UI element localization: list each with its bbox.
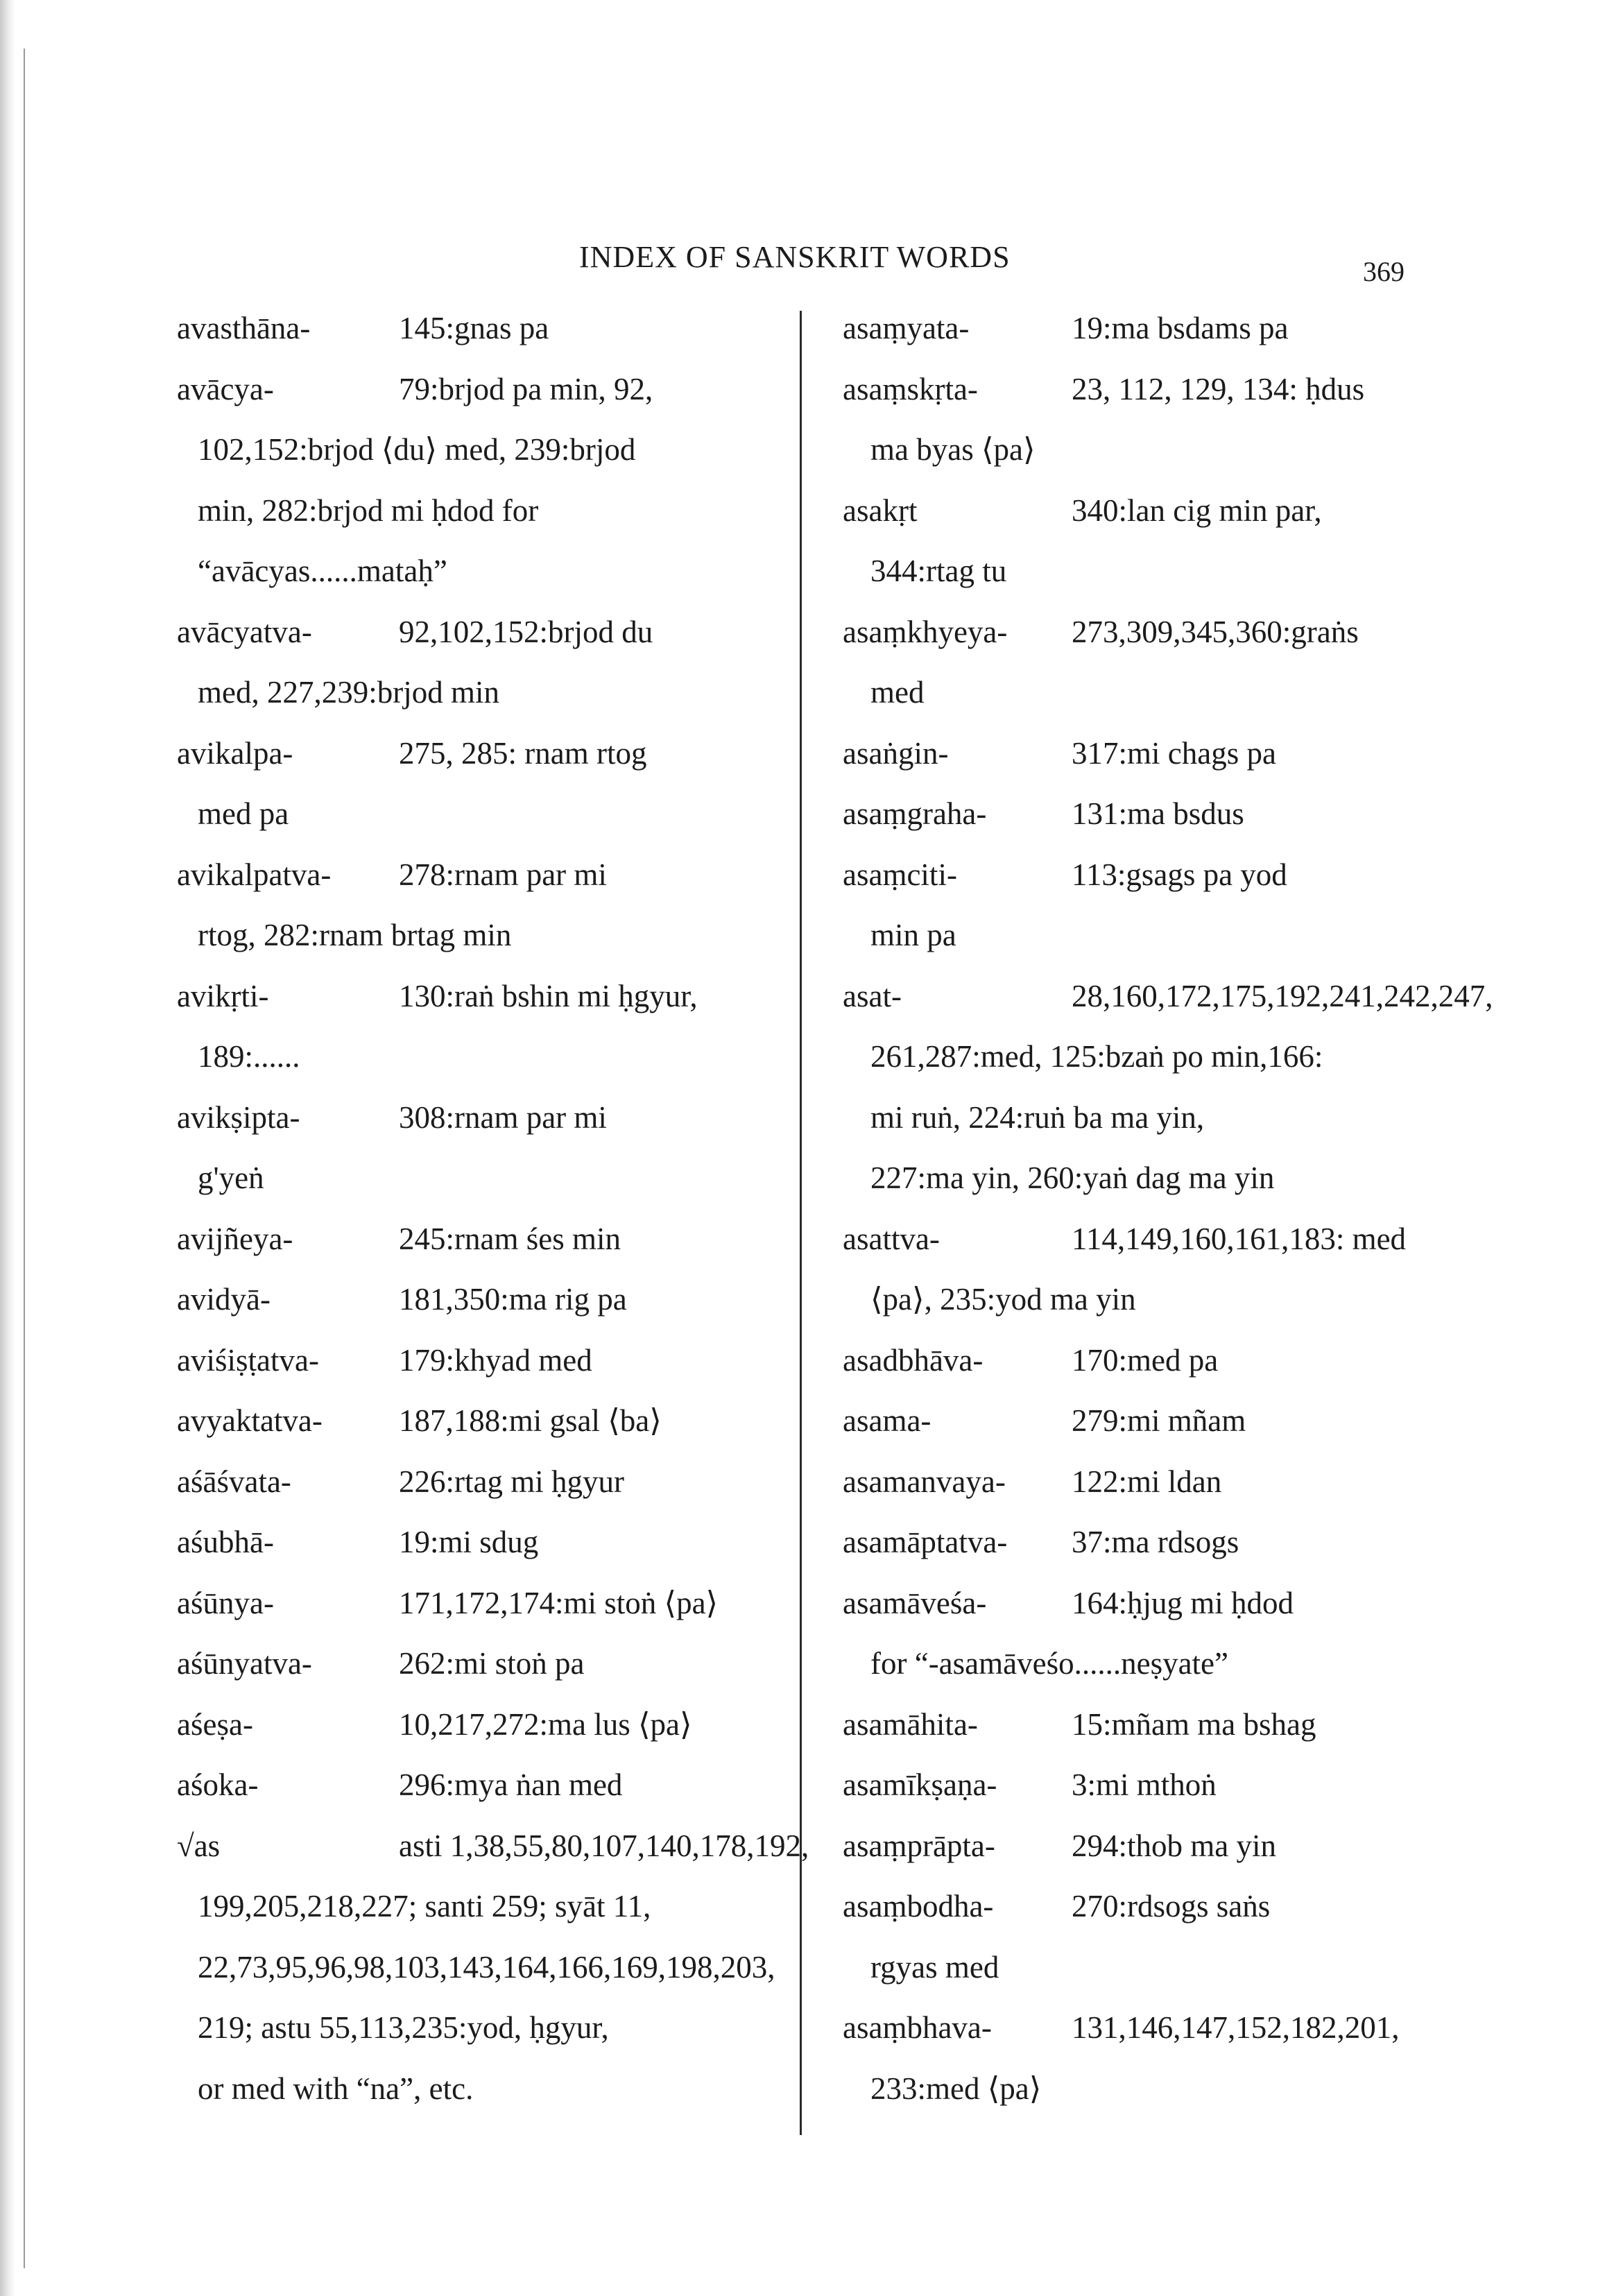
index-references: 113:gsags pa yod: [1072, 857, 1287, 892]
index-line: [177, 1816, 809, 1877]
index-references: 179:khyad med: [399, 1342, 592, 1378]
index-line: [843, 1937, 1432, 1998]
index-line: [843, 1634, 1432, 1695]
index-line: [177, 1209, 759, 1270]
index-headword: asaṃgraha-: [843, 796, 987, 831]
index-line: [843, 845, 1432, 906]
index-references: 10,217,272:ma lus ⟨pa⟩: [399, 1706, 692, 1742]
index-line: [177, 602, 759, 663]
index-line: [843, 541, 1432, 602]
index-continuation: rgyas med: [870, 1949, 999, 1985]
index-references: 15:mñam ma bshag: [1072, 1706, 1316, 1742]
index-line: [843, 1269, 1432, 1330]
index-headword: aviśiṣṭatva-: [177, 1342, 319, 1378]
scan-margin-line: [24, 49, 25, 2268]
index-headword: asaṃprāpta-: [843, 1828, 995, 1863]
index-references: 164:ḥjug mi ḥdod: [1072, 1585, 1294, 1620]
right-column: [843, 298, 1493, 2119]
index-references: 131,146,147,152,182,201,: [1072, 2010, 1400, 2045]
index-continuation: mi ruṅ, 224:ruṅ ba ma yin,: [870, 1099, 1205, 1135]
index-continuation: for “-asamāveśo......neṣyate”: [870, 1646, 1229, 1681]
index-headword: asama-: [843, 1403, 931, 1438]
scan-edge-shadow: [0, 0, 15, 2296]
index-continuation: rtog, 282:rnam brtag min: [198, 918, 512, 952]
index-continuation: med, 227,239:brjod min: [198, 675, 499, 710]
index-references: 145:gnas pa: [399, 311, 549, 345]
index-headword: avikalpatva-: [177, 857, 332, 892]
index-references: 262:mi stoṅ pa: [399, 1646, 585, 1681]
index-headword: asaṃciti-: [843, 857, 957, 892]
index-line: [843, 359, 1432, 420]
index-continuation: 233:med ⟨pa⟩: [870, 2071, 1042, 2106]
index-line: [177, 420, 759, 481]
index-line: [177, 1452, 759, 1513]
index-continuation: g'yeṅ: [198, 1160, 264, 1195]
index-line: [843, 1998, 1432, 2059]
index-line: [843, 1027, 1432, 1088]
index-continuation: 261,287:med, 125:bzaṅ po min,166:: [870, 1039, 1323, 1074]
index-line: [843, 1088, 1432, 1149]
index-references: 28,160,172,175,192,241,242,247,: [1072, 978, 1493, 1013]
index-references: 92,102,152:brjod du: [399, 614, 653, 649]
index-references: 308:rnam par mi: [399, 1099, 607, 1135]
index-headword: avikṣipta-: [177, 1099, 300, 1135]
index-references: 131:ma bsdus: [1072, 796, 1244, 831]
index-line: [177, 1148, 759, 1209]
index-headword: asat-: [843, 978, 902, 1013]
index-headword: asamāhita-: [843, 1706, 978, 1742]
index-headword: avidyā-: [177, 1282, 270, 1317]
index-references: 278:rnam par mi: [399, 857, 607, 892]
index-line: [177, 2059, 759, 2120]
index-line: [177, 966, 759, 1027]
index-line: [177, 662, 759, 723]
index-headword: √as: [177, 1828, 221, 1863]
index-headword: aśeṣa-: [177, 1706, 253, 1742]
index-line: [177, 1027, 759, 1088]
index-line: [843, 1452, 1432, 1513]
index-headword: asaṅgin-: [843, 735, 949, 771]
index-line: [177, 845, 759, 906]
index-references: 226:rtag mi ḥgyur: [399, 1464, 624, 1499]
index-line: [843, 1148, 1432, 1209]
left-column: [177, 298, 809, 2119]
index-line: [177, 784, 759, 845]
index-line: [843, 2059, 1432, 2120]
index-line: [177, 1634, 759, 1695]
index-line: [843, 1512, 1432, 1573]
index-references: 317:mi chags pa: [1072, 735, 1276, 771]
index-headword: avācya-: [177, 371, 274, 406]
index-continuation: or med with “na”, etc.: [198, 2071, 474, 2106]
index-references: 294:thob ma yin: [1072, 1828, 1276, 1863]
index-line: [843, 966, 1493, 1027]
index-references: 19:ma bsdams pa: [1072, 311, 1289, 345]
index-line: [177, 1391, 759, 1452]
index-line: [843, 723, 1432, 785]
index-continuation: “avācyas......mataḥ”: [198, 554, 447, 588]
index-headword: asaṃkhyeya-: [843, 614, 1008, 649]
index-line: [843, 662, 1432, 723]
index-line: [177, 1269, 759, 1330]
index-line: [177, 298, 759, 359]
index-references: 187,188:mi gsal ⟨ba⟩: [399, 1403, 662, 1438]
index-line: [177, 481, 759, 542]
index-references: 23, 112, 129, 134: ḥdus: [1072, 371, 1365, 406]
index-line: [843, 1816, 1432, 1877]
index-references: 37:ma rdsogs: [1072, 1525, 1239, 1559]
index-headword: avyaktatva-: [177, 1403, 323, 1438]
index-headword: aśoka-: [177, 1767, 259, 1802]
index-continuation: 344:rtag tu: [870, 554, 1007, 588]
index-headword: asakṛt: [843, 492, 918, 528]
index-line: [843, 1695, 1432, 1756]
index-references: 296:mya ṅan med: [399, 1767, 623, 1802]
index-continuation: min, 282:brjod mi ḥdod for: [198, 492, 539, 528]
index-continuation: 227:ma yin, 260:yaṅ dag ma yin: [870, 1160, 1275, 1195]
index-headword: avikṛti-: [177, 978, 269, 1013]
index-references: 19:mi sdug: [399, 1525, 539, 1559]
index-line: [843, 1209, 1432, 1270]
index-references: 245:rnam śes min: [399, 1221, 621, 1256]
index-continuation: min pa: [870, 918, 956, 952]
index-line: [843, 298, 1432, 359]
index-references: asti 1,38,55,80,107,140,178,192,: [399, 1828, 809, 1863]
index-headword: avikalpa-: [177, 735, 293, 771]
index-continuation: med pa: [198, 796, 289, 831]
index-line: [177, 1695, 759, 1756]
index-line: [177, 1755, 759, 1816]
index-line: [843, 1391, 1432, 1452]
index-line: [177, 541, 759, 602]
index-line: [177, 905, 759, 966]
index-references: 273,309,345,360:graṅs: [1072, 614, 1359, 649]
index-headword: aśūnyatva-: [177, 1646, 312, 1681]
index-line: [177, 1330, 759, 1391]
index-headword: avasthāna-: [177, 311, 311, 345]
index-headword: aśūnya-: [177, 1585, 274, 1620]
index-references: 340:lan cig min par,: [1072, 492, 1322, 528]
index-headword: asattva-: [843, 1221, 940, 1256]
index-continuation: ⟨pa⟩, 235:yod ma yin: [870, 1282, 1136, 1317]
index-continuation: 102,152:brjod ⟨du⟩ med, 239:brjod: [198, 432, 636, 467]
index-line: [843, 1573, 1432, 1634]
index-continuation: 189:......: [198, 1039, 300, 1074]
index-references: 79:brjod pa min, 92,: [399, 371, 653, 406]
index-headword: asaṃbodha-: [843, 1889, 994, 1924]
index-line: [177, 1573, 759, 1634]
index-references: 3:mi mthoṅ: [1072, 1767, 1217, 1802]
index-line: [177, 723, 759, 785]
index-line: [843, 1330, 1432, 1391]
index-references: 171,172,174:mi stoṅ ⟨pa⟩: [399, 1585, 719, 1620]
running-head: INDEX OF SANSKRIT WORDS: [579, 240, 1011, 274]
index-references: 270:rdsogs saṅs: [1072, 1889, 1271, 1924]
index-headword: asamīkṣaṇa-: [843, 1767, 997, 1802]
index-continuation: ma byas ⟨pa⟩: [870, 432, 1036, 467]
index-headword: asadbhāva-: [843, 1342, 984, 1378]
index-references: 122:mi ldan: [1072, 1464, 1222, 1499]
index-headword: aśāśvata-: [177, 1464, 291, 1499]
index-headword: asaṃyata-: [843, 311, 970, 345]
index-line: [843, 420, 1432, 481]
index-line: [843, 784, 1432, 845]
index-headword: asamanvaya-: [843, 1464, 1006, 1499]
index-headword: avācyatva-: [177, 614, 312, 649]
index-line: [843, 1876, 1432, 1937]
index-line: [177, 1998, 759, 2059]
index-line: [843, 905, 1432, 966]
index-continuation: med: [870, 675, 925, 710]
index-line: [177, 1088, 759, 1149]
index-references: 130:raṅ bshin mi ḥgyur,: [399, 978, 698, 1013]
index-line: [177, 1876, 759, 1937]
index-line: [177, 1937, 775, 1998]
index-continuation: 219; astu 55,113,235:yod, ḥgyur,: [198, 2010, 609, 2045]
index-line: [177, 1512, 759, 1573]
index-headword: asaṃskṛta-: [843, 371, 978, 406]
index-headword: asaṃbhava-: [843, 2010, 992, 2045]
index-headword: avijñeya-: [177, 1221, 293, 1256]
index-line: [843, 602, 1432, 663]
index-line: [843, 1755, 1432, 1816]
index-headword: aśubhā-: [177, 1525, 274, 1559]
index-references: 181,350:ma rig pa: [399, 1282, 627, 1317]
index-references: 275, 285: rnam rtog: [399, 735, 647, 771]
index-headword: asamāveśa-: [843, 1585, 987, 1620]
index-line: [843, 481, 1432, 542]
page-number: 369: [1363, 256, 1405, 287]
index-references: 114,149,160,161,183: med: [1072, 1221, 1407, 1256]
index-headword: asamāptatva-: [843, 1525, 1008, 1559]
index-continuation: 199,205,218,227; santi 259; syāt 11,: [198, 1889, 651, 1924]
index-references: 279:mi mñam: [1072, 1403, 1246, 1438]
index-continuation: 22,73,95,96,98,103,143,164,166,169,198,203,: [198, 1949, 775, 1985]
index-references: 170:med pa: [1072, 1342, 1219, 1378]
index-line: [177, 359, 759, 420]
